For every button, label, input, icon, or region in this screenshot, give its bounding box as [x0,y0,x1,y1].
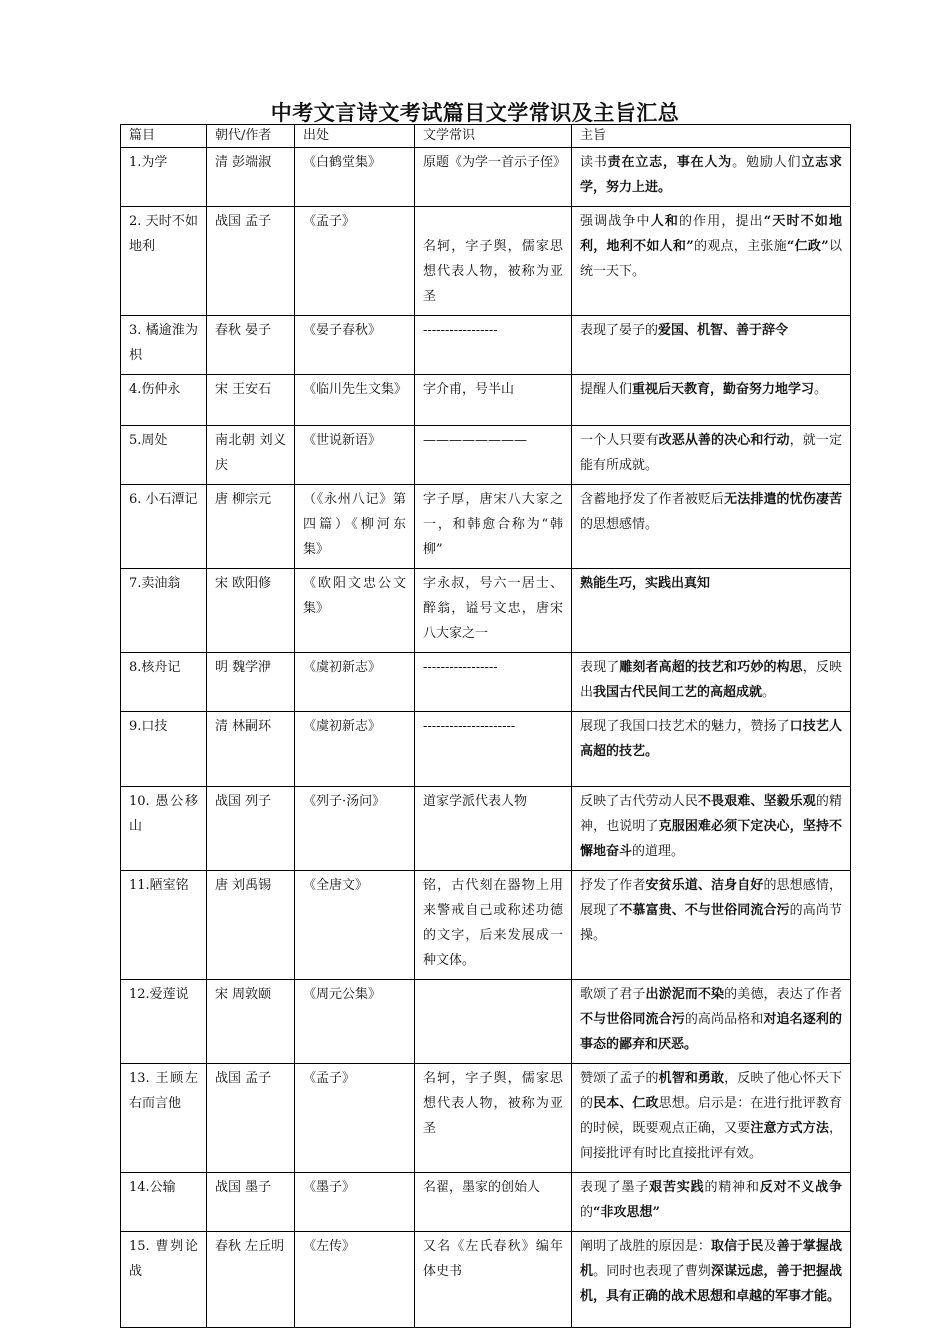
table-row [121,485,851,569]
page-title: 中考文言诗文考试篇目文学常识及主旨汇总 [270,100,680,125]
theme-text: 及 [763,1239,777,1254]
cell-author: 清 彭端淑 [207,148,295,207]
cell-piece: 13. 王顾左右而言他 [121,1064,207,1173]
theme-text: 读书 [580,155,608,170]
cell-piece: 15. 曹刿论战 [121,1232,207,1328]
theme-highlight: 立志求学，努力上进。 [580,155,842,195]
cell-theme [572,787,851,871]
theme-text: 。 [762,685,776,700]
cell-piece: 7.卖油翁 [121,569,207,653]
table-row [121,316,851,375]
theme-text: 歌颂了君子 [580,987,646,1002]
cell-author: 春秋 晏子 [207,316,295,375]
table-row [121,871,851,980]
cell-piece: 6. 小石潭记 [121,485,207,569]
cell-theme [572,375,851,426]
theme-text: ，间接批评有时比直接批评有效。 [580,1121,842,1161]
theme-highlight: 反对不义战争 [759,1180,842,1195]
cell-theme [572,980,851,1064]
theme-highlight: 责在立志，事在人为 [607,155,733,170]
cell-piece: 9.口技 [121,712,207,787]
table-row [121,207,851,316]
table-row [121,1173,851,1232]
theme-highlight: 取信于民 [711,1239,764,1254]
cell-piece: 2. 天时不如地利 [121,207,207,316]
header-notes: 文学常识 [415,125,572,148]
cell-piece: 14.公输 [121,1173,207,1232]
cell-piece: 5.周处 [121,426,207,485]
cell-theme [572,148,851,207]
cell-source: 《白鹤堂集》 [295,148,415,207]
cell-author: 春秋 左丘明 [207,1232,295,1328]
cell-author: 清 林嗣环 [207,712,295,787]
cell-notes: 字介甫，号半山 [415,375,572,426]
cell-notes: ----------------- [415,653,572,712]
theme-text: 表现了 [580,660,620,675]
cell-piece: 12.爱莲说 [121,980,207,1064]
cell-theme [572,207,851,316]
theme-text: 的道理。 [632,844,685,859]
theme-highlight: “非攻思想” [593,1205,660,1220]
theme-highlight: 对追名逐利的事态的鄙弃和厌恶。 [580,1012,842,1052]
table-header-row [121,125,851,148]
cell-source: 《晏子春秋》 [295,316,415,375]
cell-notes: 原题《为学一首示子侄》 [415,148,572,207]
theme-highlight: 克服困难必须下定决心，坚持不懈地奋斗 [580,819,842,859]
theme-highlight: 不畏艰难、坚毅乐观 [697,794,816,809]
cell-theme [572,653,851,712]
cell-notes: --------------------- [415,712,572,787]
cell-author: 宋 欧阳修 [207,569,295,653]
table-row [121,1064,851,1173]
cell-piece: 1.为学 [121,148,207,207]
header-source: 出处 [295,125,415,148]
theme-text: 的高尚品格和 [684,1012,764,1027]
cell-notes: 道家学派代表人物 [415,787,572,871]
cell-source: 《孟子》 [295,207,415,316]
theme-text: 的思想感情。 [580,517,659,532]
theme-highlight: 不慕富贵、不与世俗同流合污 [619,903,790,918]
cell-source: 《世说新语》 [295,426,415,485]
cell-author: 战国 墨子 [207,1173,295,1232]
theme-highlight: 安贫乐道、洁身自好 [645,878,764,893]
theme-highlight: “仁政” [786,239,829,254]
table-row [121,426,851,485]
theme-text: 的观点，主张施 [693,239,787,254]
theme-highlight: 改恶从善的决心和行动 [658,433,790,448]
theme-highlight: 机智和勇敢 [658,1071,725,1086]
theme-highlight: 重视后天教育，勤奋努力地学习 [632,382,815,397]
cell-source: 《墨子》 [295,1173,415,1232]
theme-text: 反映了古代劳动人民 [580,794,698,809]
cell-theme [572,1173,851,1232]
theme-text: 以统一天下。 [580,239,842,279]
cell-author: 战国 列子 [207,787,295,871]
cell-notes: 又名《左氏春秋》编年体史书 [415,1232,572,1328]
theme-text: 的 [580,1205,594,1220]
cell-theme [572,871,851,980]
cell-theme [572,1064,851,1173]
cell-author: 宋 周敦颐 [207,980,295,1064]
theme-highlight: 熟能生巧，实践出真知 [580,576,711,591]
cell-author: 战国 孟子 [207,1064,295,1173]
cell-notes: ———————— [415,426,572,485]
cell-author: 唐 柳宗元 [207,485,295,569]
cell-notes: 名轲，字子舆，儒家思想代表人物，被称为亚圣 [415,207,572,316]
cell-theme [572,485,851,569]
cell-notes: 名轲，字子舆，儒家思想代表人物，被称为亚圣 [415,1064,572,1173]
theme-text: 的思想感情，展现了 [580,878,842,918]
cell-source: 《欧阳文忠公文集》 [295,569,415,653]
cell-piece: 10. 愚公移山 [121,787,207,871]
theme-highlight: “天时不如地利，地利不如人和” [580,214,842,254]
cell-source: 《列子·汤问》 [295,787,415,871]
cell-piece: 11.陋室铭 [121,871,207,980]
theme-text: 的作用，提出 [678,214,764,229]
cell-author: 南北朝 刘义庆 [207,426,295,485]
cell-source: 《虞初新志》 [295,712,415,787]
table-row [121,1232,851,1328]
theme-highlight: 善于掌握战机 [580,1239,842,1279]
theme-text: ，就一定能有所成就。 [580,433,842,473]
cell-author: 战国 孟子 [207,207,295,316]
theme-text: 展现了我国口技艺术的魅力，赞扬了 [580,719,790,734]
theme-highlight: 爱国、机智、善于辞令 [658,323,789,338]
summary-table [120,124,851,1328]
cell-source: （《永州八记》第四篇）《柳河东集》 [295,485,415,569]
table-row [121,787,851,871]
theme-highlight: 口技艺人高超的技艺。 [580,719,842,759]
theme-highlight: 我国古代民间工艺的高超成就 [593,685,763,700]
theme-text: 。 [814,382,828,397]
theme-highlight: 出淤泥而不染 [645,987,725,1002]
theme-text: 的精神，也说明了 [580,794,842,834]
theme-highlight: 无法排遣的忧伤凄苦 [724,492,842,507]
cell-theme [572,1232,851,1328]
cell-notes: 字子厚，唐宋八大家之一，和韩愈合称为“韩柳” [415,485,572,569]
table-row [121,980,851,1064]
cell-piece: 4.伤仲永 [121,375,207,426]
cell-source: 《孟子》 [295,1064,415,1173]
table-row [121,569,851,653]
cell-notes: 字永叔，号六一居士、醉翁，谥号文忠，唐宋八大家之一 [415,569,572,653]
theme-text: 思想。启示是：在进行批评教育的时候，既要观点正确，又要 [580,1096,842,1136]
table-row [121,375,851,426]
cell-notes: 铭，古代刻在器物上用来警戒自己或称述功德的文字，后来发展成一种文体。 [415,871,572,980]
theme-highlight: 人和 [650,214,679,229]
theme-text: 。同时也表现了曹刿 [593,1264,712,1279]
theme-text: 强调战争中 [580,214,651,229]
theme-highlight: 不与世俗同流合污 [580,1012,685,1027]
cell-source: 《周元公集》 [295,980,415,1064]
theme-text: 的精神和 [704,1180,760,1195]
theme-text: 含蓄地抒发了作者被贬后 [580,492,725,507]
theme-text: ，反映出 [580,660,842,700]
cell-theme [572,316,851,375]
theme-text: 抒发了作者 [580,878,646,893]
theme-text: 表现了墨子 [580,1180,650,1195]
cell-notes [415,980,572,1064]
theme-text: 阐明了战胜的原因是： [580,1239,712,1254]
table-row [121,712,851,787]
theme-text: 的美德，表达了作者 [724,987,842,1002]
theme-text: 提醒人们 [580,382,633,397]
cell-notes: ----------------- [415,316,572,375]
table-body [121,148,851,1328]
theme-highlight: 深谋远虑，善于把握战机，具有正确的战术思想和卓越的军事才能。 [580,1264,842,1304]
cell-source: 《虞初新志》 [295,653,415,712]
theme-text: 一个人只要有 [580,433,659,448]
cell-theme [572,426,851,485]
theme-highlight: 艰苦实践 [649,1180,705,1195]
cell-piece: 8.核舟记 [121,653,207,712]
theme-text: 赞颂了孟子的 [580,1071,659,1086]
theme-text: 表现了晏子的 [580,323,659,338]
header-author: 朝代/作者 [207,125,295,148]
theme-highlight: 雕刻者高超的技艺和巧妙的构思 [619,660,803,675]
cell-piece: 3. 橘逾淮为枳 [121,316,207,375]
cell-author: 明 魏学洢 [207,653,295,712]
theme-highlight: 民本、仁政 [593,1096,659,1111]
header-theme: 主旨 [572,125,851,148]
cell-source: 《临川先生文集》 [295,375,415,426]
cell-theme [572,569,851,653]
table-row [121,653,851,712]
theme-text: 的高尚节操。 [580,903,842,943]
cell-source: 《全唐文》 [295,871,415,980]
table-row [121,148,851,207]
theme-highlight: 注意方式方法 [750,1121,829,1136]
header-piece: 篇目 [121,125,207,148]
cell-theme [572,712,851,787]
cell-author: 唐 刘禹锡 [207,871,295,980]
cell-author: 宋 王安石 [207,375,295,426]
theme-text: 。勉励人们 [732,155,802,170]
cell-notes: 名翟，墨家的创始人 [415,1173,572,1232]
theme-text: ，反映了他心怀天下的 [580,1071,842,1111]
cell-source: 《左传》 [295,1232,415,1328]
